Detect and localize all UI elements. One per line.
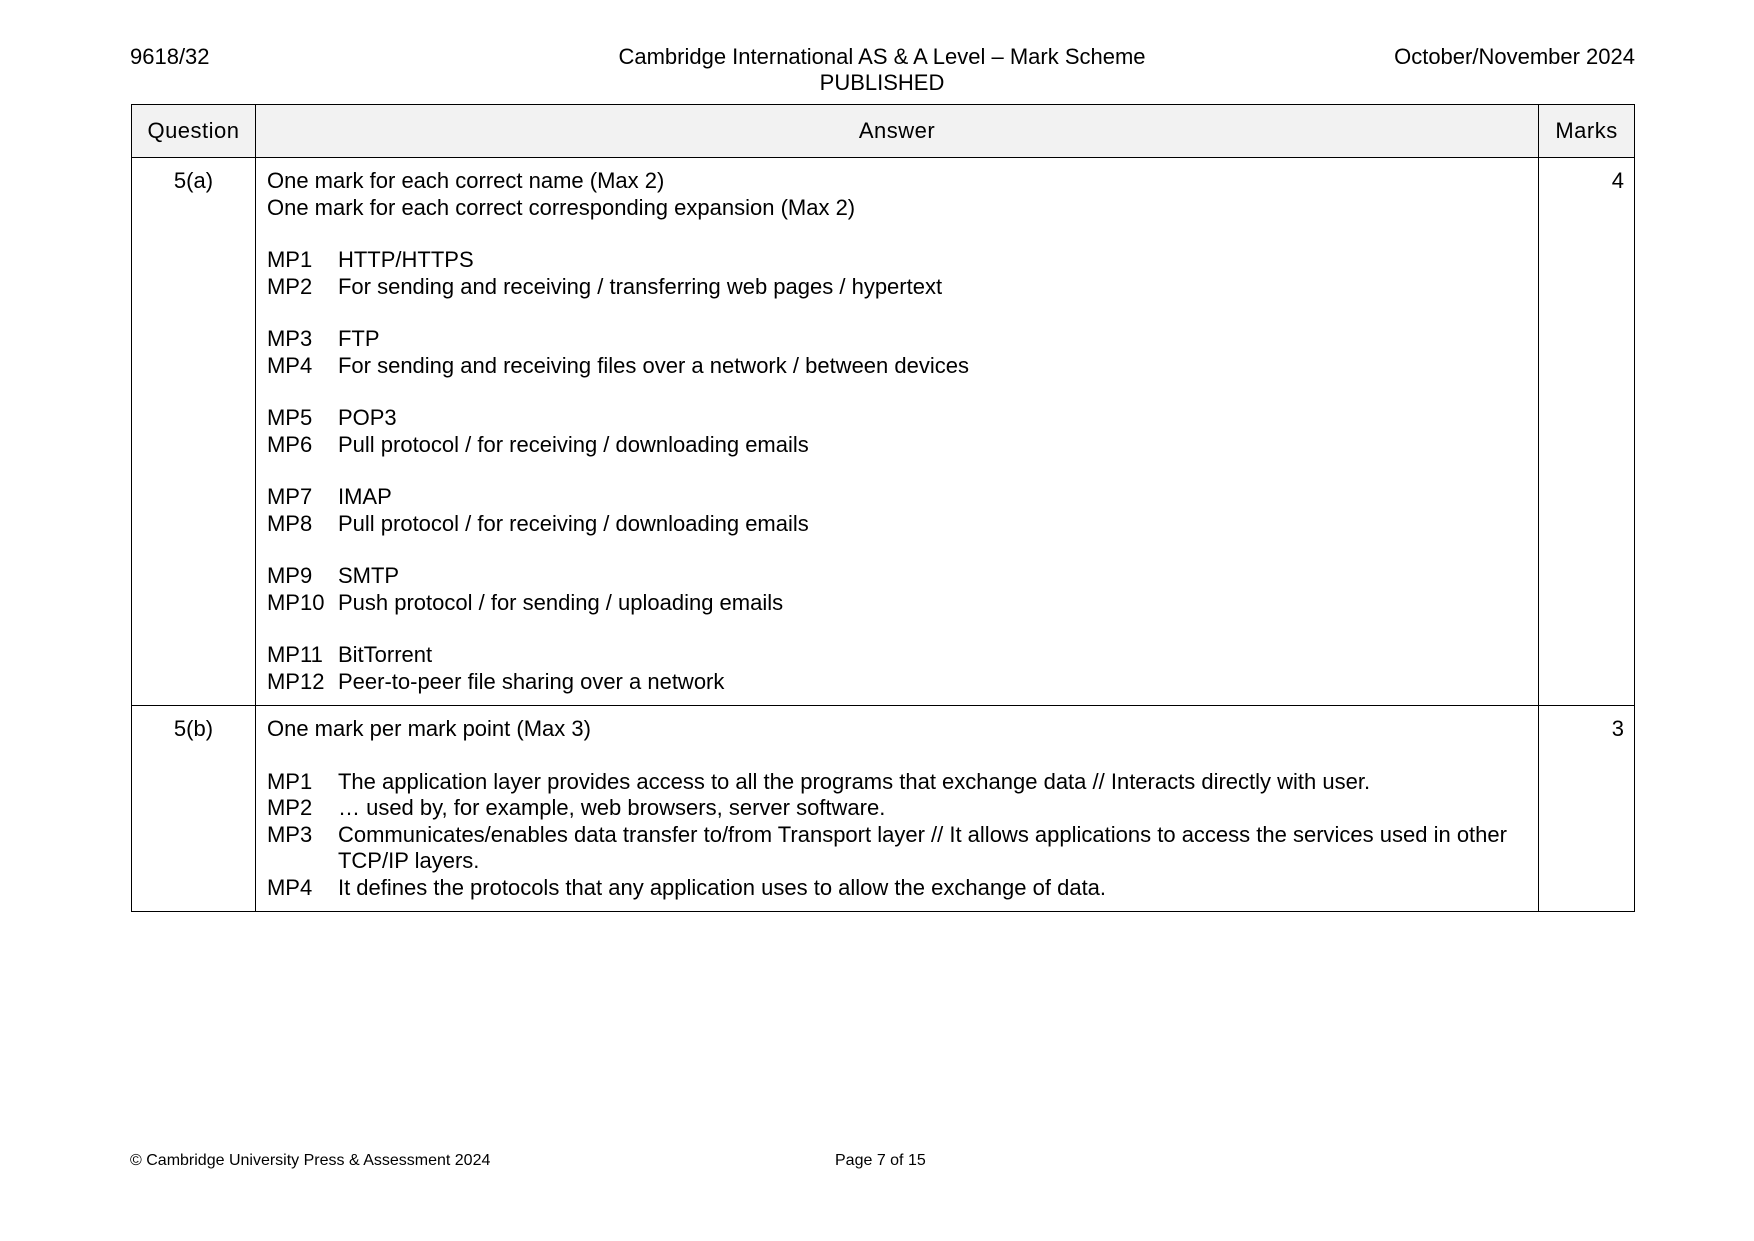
document-title: Cambridge International AS & A Level – Mark Scheme (618, 44, 1146, 69)
mark-point-text: Pull protocol / for receiving / downloading emails (337, 431, 809, 457)
mark-point-text: For sending and receiving / transferring web pages / hypertext (337, 273, 943, 299)
mark-point-group (267, 326, 1528, 379)
marks-value: 3 (1539, 706, 1635, 912)
mark-point (267, 432, 1528, 459)
mark-point-label: MP1 (266, 247, 313, 272)
mark-point-group (267, 405, 1528, 458)
table-row (132, 158, 1635, 706)
mark-point-group (267, 563, 1528, 616)
mark-point-text: BitTorrent (337, 642, 433, 667)
column-header-marks: Marks (1539, 105, 1635, 158)
mark-point-label: MP1 (266, 768, 313, 794)
mark-point (267, 875, 1528, 902)
mark-point-text: Pull protocol / for receiving / downloading emails (337, 510, 809, 536)
mark-point-text: SMTP (337, 563, 400, 588)
marking-instruction: One mark for each correct name (Max 2) (266, 168, 665, 193)
question-number: 5(b) (132, 706, 256, 912)
mark-point-text: The application layer provides access to all the programs that exchange data // Interacts directly with user. (337, 768, 1371, 794)
mark-point-text: FTP (337, 326, 380, 351)
mark-point-text: … used by, for example, web browsers, server software. (337, 795, 886, 820)
mark-point-group (267, 484, 1528, 537)
table-body (132, 158, 1635, 912)
mark-point-text: HTTP/HTTPS (337, 247, 474, 272)
mark-point (267, 669, 1528, 696)
mark-point-label: MP5 (266, 405, 313, 430)
mark-point-label: MP8 (266, 510, 313, 536)
mark-point-label: MP3 (266, 326, 313, 351)
mark-point-label: MP11 (266, 642, 323, 667)
mark-point-text: Push protocol / for sending / uploading emails (337, 589, 784, 615)
paper-code: 9618/32 (130, 44, 210, 69)
column-header-question: Question (132, 105, 256, 158)
mark-point-label: MP10 (266, 589, 325, 615)
table-row (132, 706, 1635, 912)
mark-scheme-table (131, 104, 1635, 912)
exam-session: October/November 2024 (1394, 44, 1635, 69)
page-number: Page 7 of 15 (835, 1152, 926, 1169)
mark-point (267, 511, 1528, 538)
mark-point-label: MP9 (266, 563, 313, 588)
mark-point (267, 247, 1528, 274)
mark-point-text: Peer-to-peer file sharing over a network (337, 668, 725, 694)
mark-point-label: MP3 (266, 821, 313, 847)
mark-point (267, 769, 1528, 796)
mark-point-text: POP3 (337, 405, 397, 430)
mark-point-label: MP2 (266, 795, 313, 820)
mark-point-group (267, 642, 1528, 695)
mark-point-label: MP7 (266, 484, 313, 509)
mark-point-label: MP6 (266, 431, 313, 457)
mark-point (267, 274, 1528, 301)
mark-point (267, 795, 1528, 822)
mark-point (267, 353, 1528, 380)
mark-point-label: MP4 (266, 874, 313, 900)
mark-point-group (267, 769, 1528, 902)
mark-point (267, 484, 1528, 511)
mark-point-label: MP4 (266, 352, 313, 378)
mark-point-text: IMAP (337, 484, 392, 509)
marks-value: 4 (1539, 158, 1635, 706)
marking-instruction: One mark per mark point (Max 3) (266, 716, 591, 741)
mark-point-label: MP2 (266, 273, 313, 299)
mark-point (267, 405, 1528, 432)
mark-point (267, 326, 1528, 353)
column-header-answer: Answer (255, 105, 1538, 158)
mark-point (267, 563, 1528, 590)
mark-point (267, 590, 1528, 617)
copyright-notice: © Cambridge University Press & Assessment 2024 (130, 1152, 491, 1169)
table-header-row (132, 105, 1635, 158)
marking-instruction: One mark for each correct corresponding expansion (Max 2) (266, 194, 856, 220)
question-number: 5(a) (132, 158, 256, 706)
answer-cell (255, 706, 1538, 912)
mark-point-group (267, 247, 1528, 300)
publication-status: PUBLISHED (819, 70, 945, 95)
mark-point-label: MP12 (266, 668, 325, 694)
mark-point (267, 642, 1528, 669)
mark-point (267, 822, 1528, 875)
mark-point-text: For sending and receiving files over a network / between devices (337, 352, 969, 378)
mark-point-text: It defines the protocols that any application uses to allow the exchange of data. (337, 874, 1107, 900)
answer-cell (255, 158, 1538, 706)
mark-point-text: Communicates/enables data transfer to/from Transport layer // It allows applications to access the services used in other TCP/IP layers. (337, 821, 1507, 873)
